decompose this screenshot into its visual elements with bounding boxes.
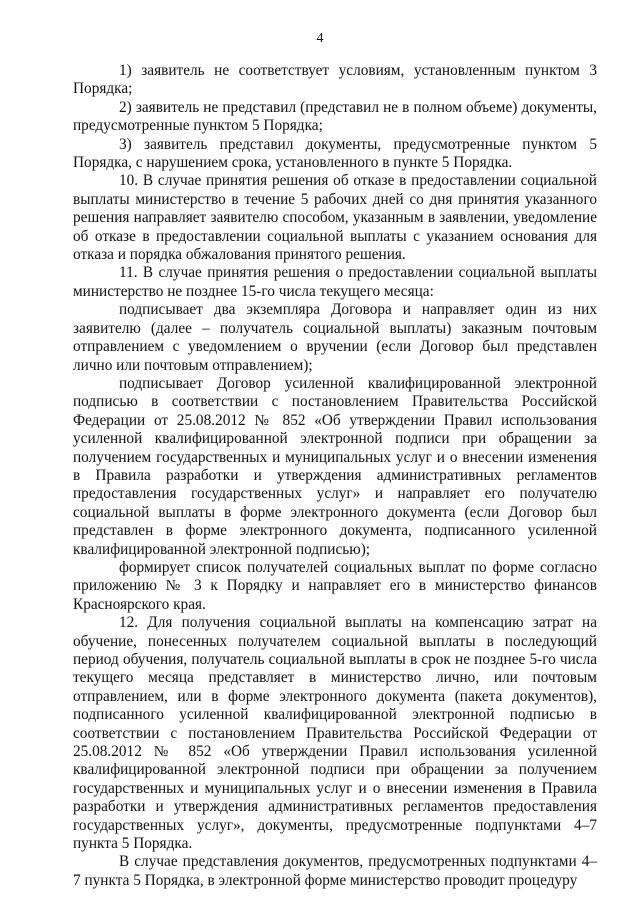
document-body xyxy=(73,62,597,890)
paragraph-clause-11: 11. В случае принятия решения о предоставлении социальной выплаты министерство не позднее 15-го числа текущего месяца: xyxy=(73,264,597,300)
paragraph-clause-11-b: подписывает Договор усиленной квалифицированной электронной подписью в соответствии с постановлением Правительства Российской Федерации от 25.08.2012 № 852 «Об утверждении Правил использования усиленной квалифицированной электронной подписи при обращении за получением государственных и муниципальных услуг и о внесении изменения в Правила разработки и утверждения административных регламентов предоставления государственных услуг» и направляет его получателю социальной выплаты в форме электронного документа (если Договор был представлен в форме электронного документа, подписанного усиленной квалифицированной электронной подписью); xyxy=(73,374,597,558)
paragraph-clause-11-c: формирует список получателей социальных выплат по форме согласно приложению № 3 к Порядку и направляет его в министерство финансов Красноярского края. xyxy=(73,558,597,613)
paragraph-electronic-documents: В случае представления документов, предусмотренных подпунктами 4–7 пункта 5 Порядка, в электронной форме министерство проводит процедуру xyxy=(73,853,597,889)
paragraph-clause-12: 12. Для получения социальной выплаты на компенсацию затрат на обучение, понесенных получателем социальной выплаты в последующий период обучения, получатель социальной выплаты в срок не позднее 5-го числа текущего месяца представляет в министерство лично, или почтовым отправлением, или в форме электронного документа (пакета документов), подписанного усиленной квалифицированной электронной подписью в соответствии с постановлением Правительства Российской Федерации от 25.08.2012 № 852 «Об утверждении Правил использования усиленной квалифицированной электронной подписи при обращении за получением государственных и муниципальных услуг и о внесении изменения в Правила разработки и утверждения административных регламентов предоставления государственных услуг», документы, предусмотренные подпунктами 4–7 пункта 5 Порядка. xyxy=(73,614,597,853)
page-number: 4 xyxy=(316,31,324,46)
paragraph-clause-10: 10. В случае принятия решения об отказе в предоставлении социальной выплаты министерство в течение 5 рабочих дней со дня принятия указанного решения направляет заявителю способом, указанным в заявлении, уведомление об отказе в предоставлении социальной выплаты с указанием основания для отказа и порядка обжалования принятого решения. xyxy=(73,172,597,264)
paragraph-item-1: 1) заявитель не соответствует условиям, установленным пунктом 3 Порядка; xyxy=(73,62,597,98)
paragraph-item-3: 3) заявитель представил документы, предусмотренные пунктом 5 Порядка, с нарушением срока, установленного в пункте 5 Порядка. xyxy=(73,135,597,172)
paragraph-clause-11-a: подписывает два экземпляра Договора и направляет один из них заявителю (далее – получатель социальной выплаты) заказным почтовым отправлением с уведомлением о вручении (если Договор был представлен лично или почтовым отправлением); xyxy=(73,301,597,374)
paragraph-item-2: 2) заявитель не представил (представил не в полном объеме) документы, предусмотренные пунктом 5 Порядка; xyxy=(73,98,597,135)
